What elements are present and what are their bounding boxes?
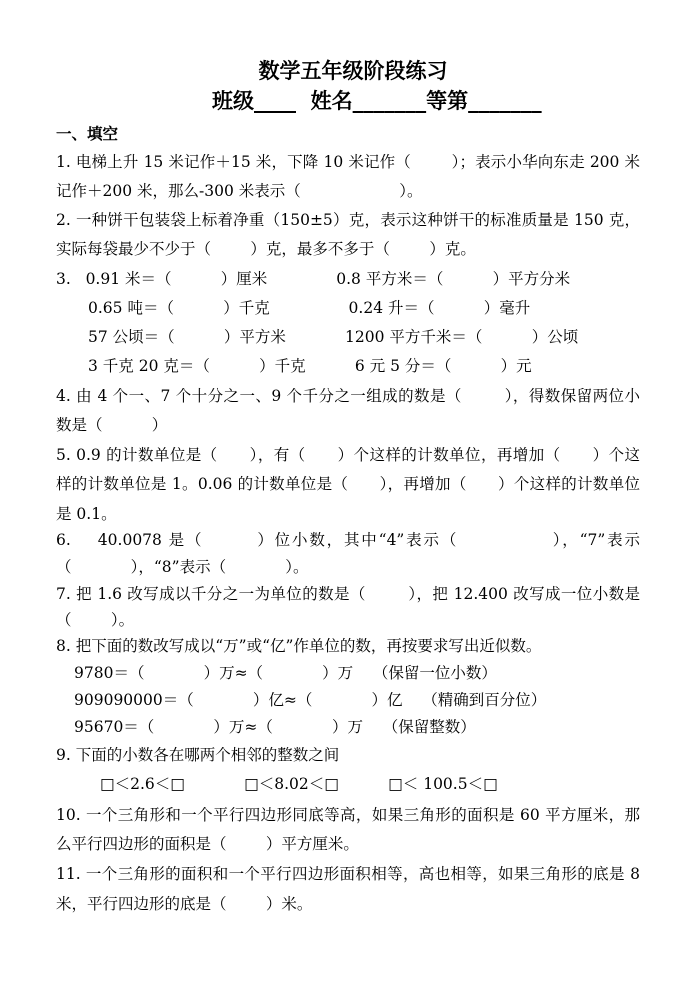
section-heading: 一、填空 bbox=[56, 124, 119, 143]
question-8-row-3: 95670＝（ ）万≈（ ）万 （保留整数） bbox=[74, 718, 476, 736]
student-info-line: 班级____ 姓名_______等第_______ bbox=[212, 88, 542, 113]
question-8-line-1: 8. 把下面的数改写成以“万”或“亿”作单位的数，再按要求写出近似数。 bbox=[56, 637, 542, 655]
question-8-row-2: 909090000＝（ ）亿≈（ ）亿 （精确到百分位） bbox=[74, 691, 547, 709]
question-4-line-2: 数是（ ） bbox=[56, 416, 168, 434]
question-2-line-2: 实际每袋最少不少于（ ）克，最多不多于（ ）克。 bbox=[56, 240, 476, 258]
question-7-line-1: 7. 把 1.6 改写成以千分之一为单位的数是（ ），把 12.400 改写成一位小数是 bbox=[56, 585, 640, 603]
question-3-row-1: 3. 0.91 米＝（ ）厘米 0.8 平方米＝（ ）平方分米 bbox=[56, 270, 571, 288]
question-11-line-2: 米，平行四边形的底是（ ）米。 bbox=[56, 895, 313, 913]
question-3-row-2: 0.65 吨＝（ ）千克 0.24 升＝（ ）毫升 bbox=[88, 299, 531, 317]
question-5-line-3: 是 0.1。 bbox=[56, 505, 117, 523]
question-10-line-2: 么平行四边形的面积是（ ）平方厘米。 bbox=[56, 835, 359, 853]
question-11-line-1: 11. 一个三角形的面积和一个平行四边形面积相等，高也相等，如果三角形的底是 8 bbox=[56, 865, 640, 883]
question-1-line-1: 1. 电梯上升 15 米记作＋15 米，下降 10 米记作（ ）；表示小华向东走 200 米 bbox=[56, 153, 640, 171]
question-8-row-1: 9780＝（ ）万≈（ ）万 （保留一位小数） bbox=[74, 664, 497, 682]
question-4-line-1: 4. 由 4 个一、7 个十分之一、9 个千分之一组成的数是（ ），得数保留两位小 bbox=[56, 387, 640, 405]
question-3-row-3: 57 公顷＝（ ）平方米 1200 平方千米＝（ ）公顷 bbox=[88, 328, 579, 346]
page-title: 数学五年级阶段练习 bbox=[258, 58, 448, 83]
question-1-line-2: 记作＋200 米，那么-300 米表示（ ）。 bbox=[56, 182, 423, 200]
question-9-line-1: 9. 下面的小数各在哪两个相邻的整数之间 bbox=[56, 746, 340, 764]
question-6-line-2: （ ），“8”表示（ ）。 bbox=[56, 558, 309, 576]
question-9-row: □＜2.6＜□ □＜8.02＜□ □＜ 100.5＜□ bbox=[100, 775, 498, 793]
question-6-line-1: 6. 40.0078 是（ ）位小数，其中“4”表示（ ），“7”表示 bbox=[56, 531, 640, 549]
question-3-row-4: 3 千克 20 克＝（ ）千克 6 元 5 分＝（ ）元 bbox=[88, 357, 532, 375]
question-2-line-1: 2. 一种饼干包装袋上标着净重（150±5）克，表示这种饼干的标准质量是 150 克， bbox=[56, 211, 640, 229]
question-5-line-2: 样的计数单位是 1。0.06 的计数单位是（ ），再增加（ ）个这样的计数单位 bbox=[56, 475, 640, 493]
question-7-line-2: （ ）。 bbox=[56, 611, 135, 629]
question-10-line-1: 10. 一个三角形和一个平行四边形同底等高，如果三角形的面积是 60 平方厘米，那 bbox=[56, 806, 640, 824]
question-5-line-1: 5. 0.9 的计数单位是（ ），有（ ）个这样的计数单位，再增加（ ）个这 bbox=[56, 446, 640, 464]
